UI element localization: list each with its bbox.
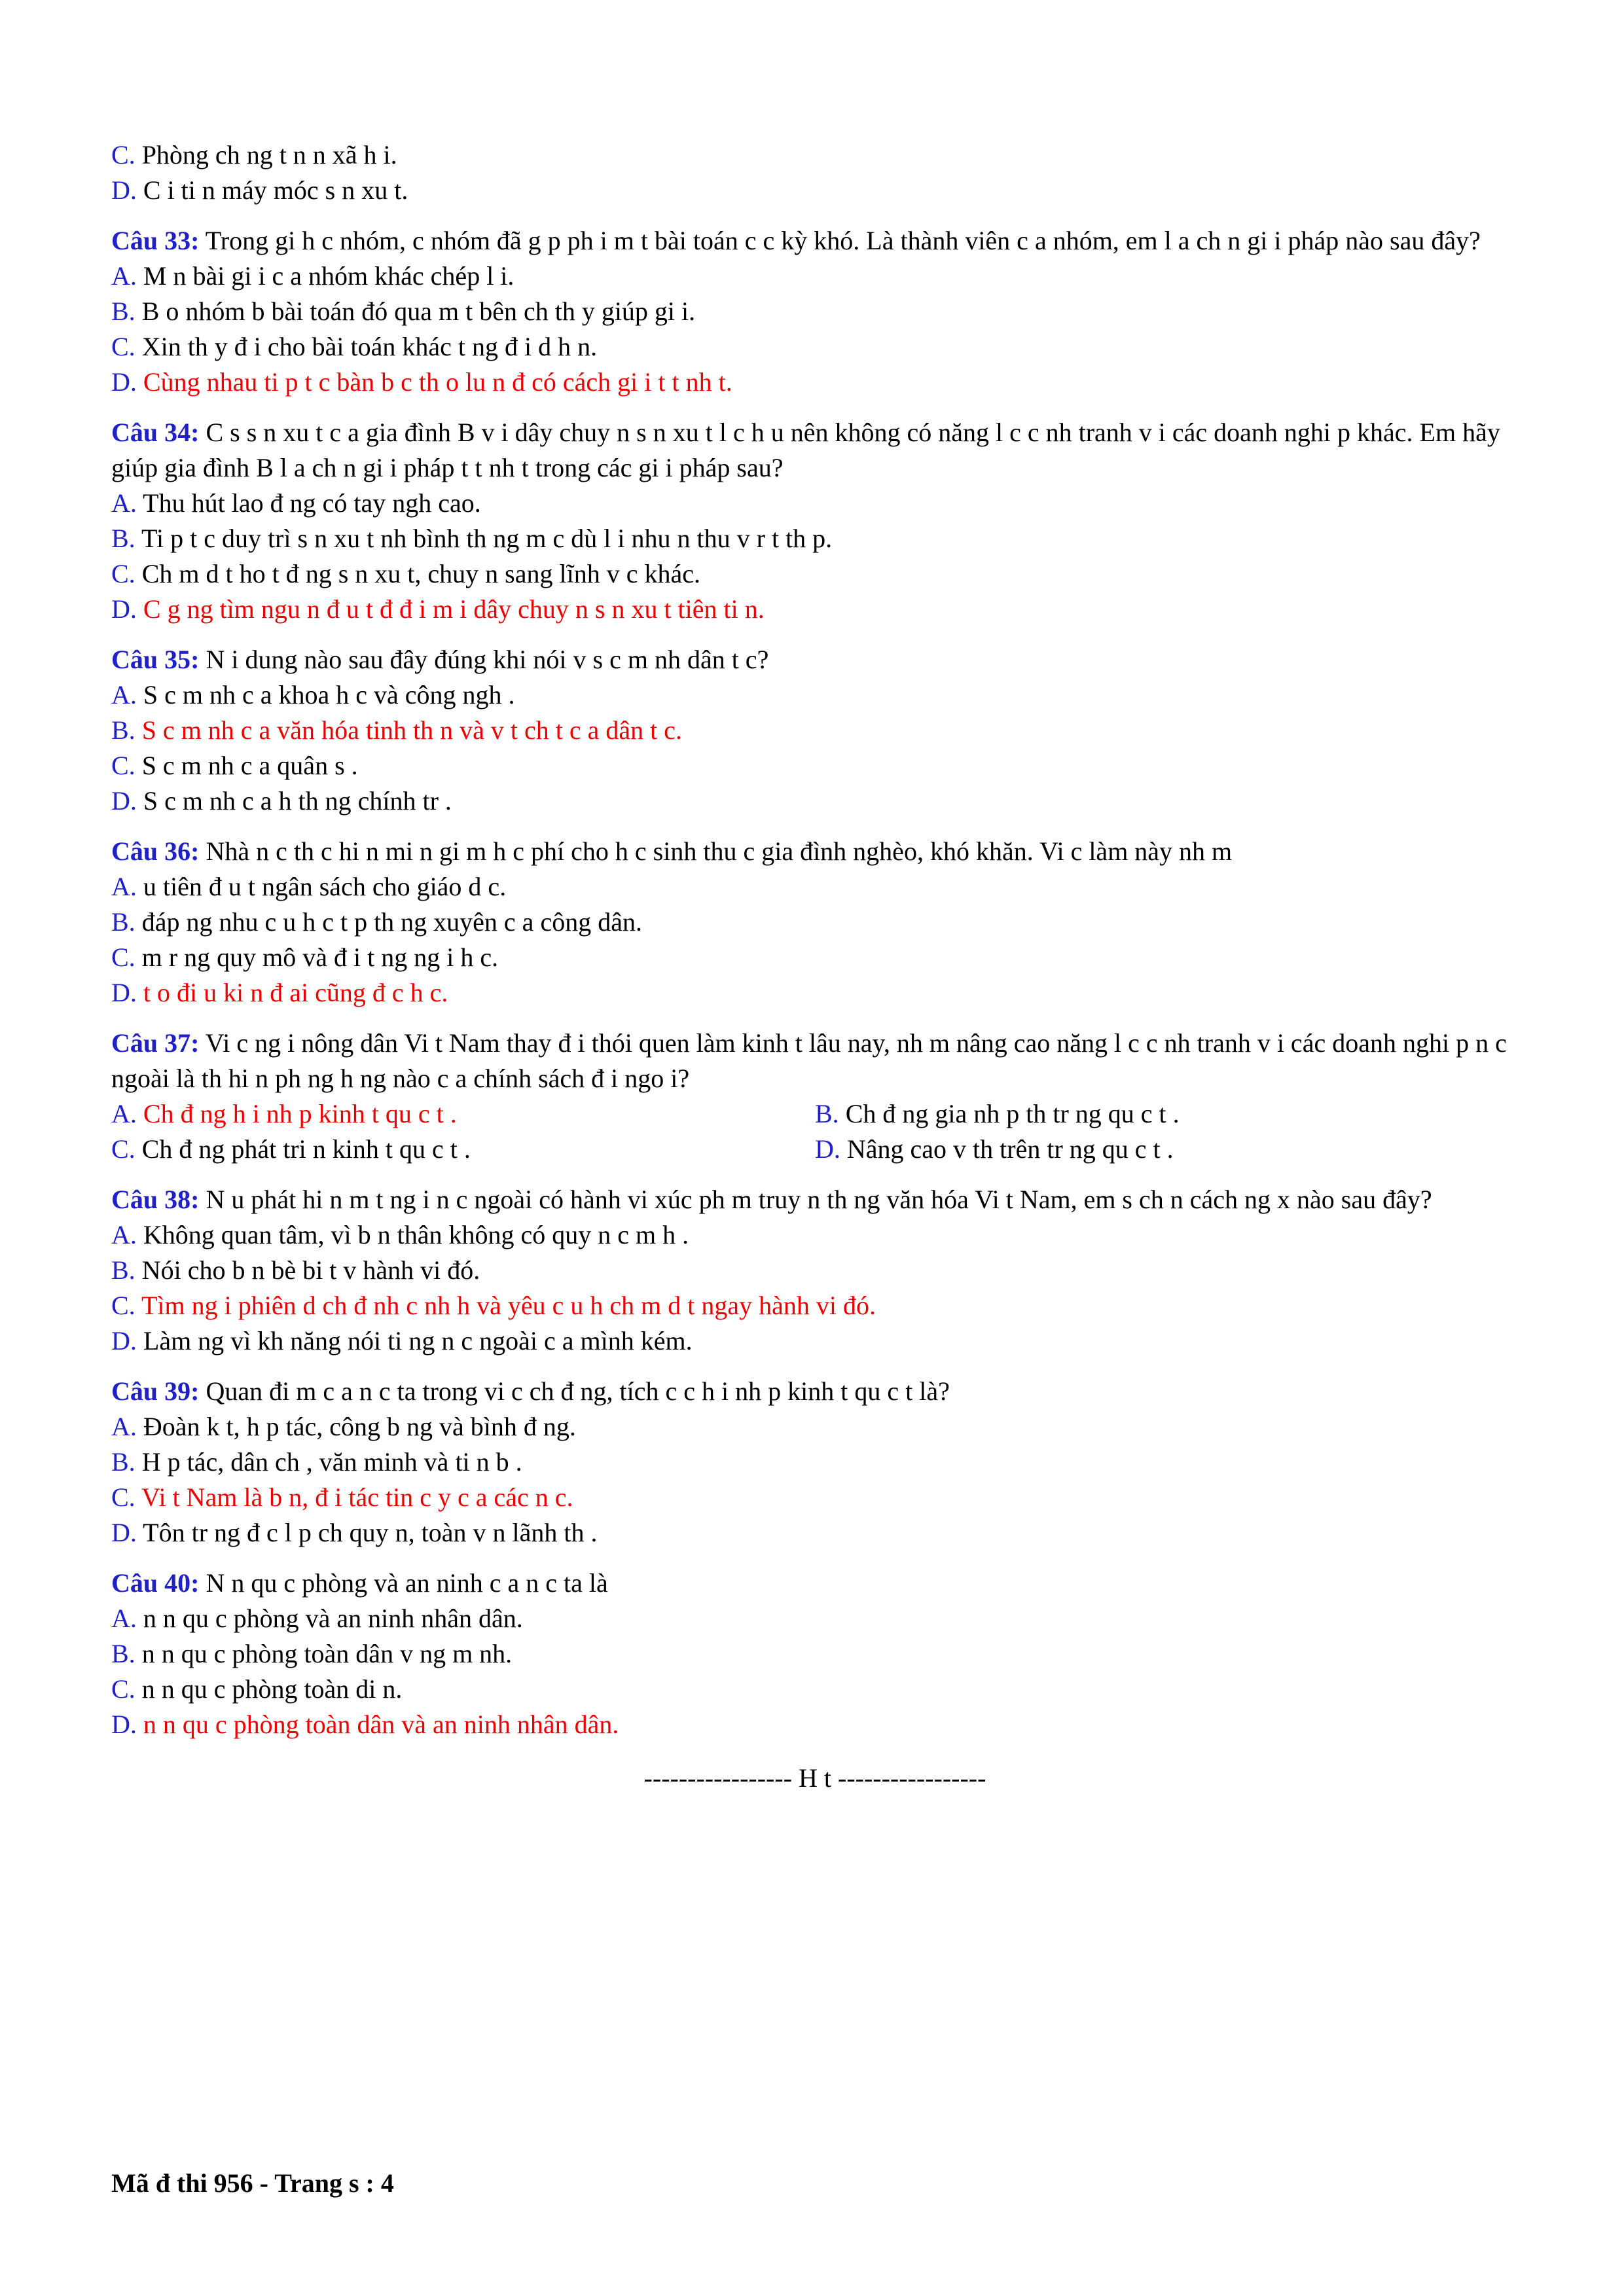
option-text: n n qu c phòng và an ninh nhân dân.	[136, 1604, 523, 1633]
question-text: N n qu c phòng và an ninh c a n c ta là	[199, 1568, 608, 1598]
option-c-correct	[111, 1480, 1519, 1515]
q32-option-d	[111, 173, 1519, 208]
question-stem	[111, 223, 1519, 259]
question-35	[111, 642, 1519, 819]
option-text: Ch đ ng h i nh p kinh t qu c t .	[136, 1099, 457, 1128]
option-a	[111, 1409, 1519, 1444]
option-b	[111, 521, 1519, 556]
question-text: C s s n xu t c a gia đình B v i dây chuy n s n xu t l c h u nên không có năng l c c nh tranh v i các doanh nghi p khác. Em hãy giúp gia đình B l a ch n gi i pháp t t nh t trong các gi i pháp sau?	[111, 418, 1500, 482]
option-d-correct	[111, 1707, 1519, 1742]
question-number: Câu 36:	[111, 836, 200, 866]
option-a	[111, 1601, 1519, 1636]
option-text: Tìm ng i phiên d ch đ nh c nh h và yêu c u h ch m d t ngay hành vi đó.	[135, 1291, 876, 1320]
option-letter: D.	[111, 594, 137, 624]
option-a	[111, 1217, 1519, 1253]
option-text: Phòng ch ng t n n xã h i.	[135, 140, 397, 170]
option-c	[111, 556, 1519, 592]
option-text: Làm ng vì kh năng nói ti ng n c ngoài c a mình kém.	[136, 1326, 693, 1355]
option-c	[111, 1672, 1519, 1707]
question-stem	[111, 1026, 1519, 1096]
question-number: Câu 35:	[111, 645, 200, 674]
option-d	[111, 1515, 1519, 1551]
option-letter: A.	[111, 1220, 137, 1249]
end-marker: ----------------- H t -----------------	[643, 1763, 986, 1793]
exam-page	[111, 137, 1519, 1796]
option-letter: B.	[111, 1639, 135, 1668]
option-text: Thu hút lao đ ng có tay ngh cao.	[136, 488, 481, 518]
option-letter: B.	[111, 1255, 135, 1285]
option-letter: B.	[111, 1447, 135, 1477]
option-a	[111, 677, 1519, 713]
option-d-correct	[111, 365, 1519, 400]
q32-option-c	[111, 137, 1519, 173]
option-a-correct	[111, 1096, 815, 1132]
question-text: Nhà n c th c hi n mi n gi m h c phí cho h c sinh thu c gia đình nghèo, khó khăn. Vi c làm này nh m	[199, 836, 1233, 866]
option-text: t o đi u ki n đ ai cũng đ c h c.	[136, 978, 448, 1007]
question-number: Câu 38:	[111, 1185, 200, 1214]
option-b-correct	[111, 713, 1519, 748]
option-text: n n qu c phòng toàn di n.	[135, 1674, 403, 1704]
option-d	[111, 1323, 1519, 1359]
question-40	[111, 1566, 1519, 1742]
option-letter: A.	[111, 1412, 137, 1441]
option-letter: C.	[111, 1674, 135, 1704]
option-letter: D.	[111, 1518, 137, 1547]
question-text: Vi c ng i nông dân Vi t Nam thay đ i thói quen làm kinh t lâu nay, nh m nâng cao năng l c c nh tranh v i các doanh nghi p n c ngoài là th hi n ph ng h ng nào c a chính sách đ i ngo i?	[111, 1028, 1507, 1093]
option-text: n n qu c phòng toàn dân và an ninh nhân dân.	[136, 1710, 619, 1739]
option-text: C i ti n máy móc s n xu t.	[136, 175, 408, 205]
question-stem	[111, 1182, 1519, 1217]
option-b	[111, 1444, 1519, 1480]
option-letter: D.	[111, 175, 137, 205]
option-letter: B.	[111, 524, 135, 553]
option-text: C g ng tìm ngu n đ u t đ đ i m i dây chuy n s n xu t tiên ti n.	[136, 594, 765, 624]
option-letter: A.	[111, 1604, 137, 1633]
option-text: Vi t Nam là b n, đ i tác tin c y c a các n c.	[135, 1482, 573, 1512]
option-a	[111, 486, 1519, 521]
option-text: Cùng nhau ti p t c bàn b c th o lu n đ có cách gi i t t nh t.	[136, 367, 732, 397]
option-text: Ch đ ng gia nh p th tr ng qu c t .	[839, 1099, 1180, 1128]
option-text: M n bài gi i c a nhóm khác chép l i.	[136, 261, 514, 291]
option-a	[111, 869, 1519, 905]
option-letter: D.	[111, 1710, 137, 1739]
option-d-correct	[111, 975, 1519, 1011]
question-text: Trong gi h c nhóm, c nhóm đã g p ph i m t bài toán c c kỳ khó. Là thành viên c a nhóm, em l a ch n gi i pháp nào sau đây?	[199, 226, 1481, 255]
option-d	[815, 1132, 1519, 1167]
question-number: Câu 39:	[111, 1376, 200, 1406]
question-38	[111, 1182, 1519, 1359]
option-letter: D.	[815, 1134, 840, 1164]
option-text: Ti p t c duy trì s n xu t nh bình th ng m c dù l i nhu n thu v r t th p.	[135, 524, 833, 553]
option-letter: C.	[111, 1134, 135, 1164]
question-number: Câu 33:	[111, 226, 200, 255]
option-letter: A.	[111, 261, 137, 291]
option-row	[111, 1096, 1519, 1132]
option-letter: C.	[111, 559, 135, 588]
option-text: n n qu c phòng toàn dân v ng m nh.	[135, 1639, 513, 1668]
option-letter: C.	[111, 332, 135, 361]
option-letter: D.	[111, 786, 137, 816]
option-letter: A.	[111, 872, 137, 901]
question-number: Câu 37:	[111, 1028, 200, 1058]
question-stem	[111, 642, 1519, 677]
option-b	[111, 1636, 1519, 1672]
option-text: u tiên đ u t ngân sách cho giáo d c.	[136, 872, 507, 901]
option-letter: A.	[111, 488, 137, 518]
option-text: Không quan tâm, vì b n thân không có quy n c m h .	[136, 1220, 689, 1249]
option-letter: D.	[111, 978, 137, 1007]
option-text: Nâng cao v th trên tr ng qu c t .	[840, 1134, 1174, 1164]
option-text: đáp ng nhu c u h c t p th ng xuyên c a công dân.	[135, 907, 642, 937]
question-number: Câu 34:	[111, 418, 200, 447]
question-text: Quan đi m c a n c ta trong vi c ch đ ng, tích c c h i nh p kinh t qu c t là?	[199, 1376, 950, 1406]
option-text: S c m nh c a văn hóa tinh th n và v t ch t c a dân t c.	[135, 715, 683, 745]
option-text: m r ng quy mô và đ i t ng ng i h c.	[135, 942, 499, 972]
option-a	[111, 259, 1519, 294]
option-text: Ch m d t ho t đ ng s n xu t, chuy n sang lĩnh v c khác.	[135, 559, 700, 588]
option-letter: C.	[111, 1482, 135, 1512]
option-b	[111, 1253, 1519, 1288]
option-letter: C.	[111, 942, 135, 972]
option-d	[111, 783, 1519, 819]
option-letter: D.	[111, 1326, 137, 1355]
option-b	[111, 905, 1519, 940]
option-b	[815, 1096, 1519, 1132]
option-text: Ch đ ng phát tri n kinh t qu c t .	[135, 1134, 471, 1164]
option-letter: C.	[111, 751, 135, 780]
question-stem	[111, 1374, 1519, 1409]
option-letter: B.	[111, 907, 135, 937]
question-37	[111, 1026, 1519, 1167]
question-36	[111, 834, 1519, 1011]
question-number: Câu 40:	[111, 1568, 200, 1598]
option-letter: B.	[111, 296, 135, 326]
option-text: Xin th y đ i cho bài toán khác t ng đ i d h n.	[135, 332, 598, 361]
page-footer: Mã đ thi 956 - Trang s : 4	[111, 2168, 394, 2198]
option-d-correct	[111, 592, 1519, 627]
question-34	[111, 415, 1519, 627]
option-text: Nói cho b n bè bi t v hành vi đó.	[135, 1255, 480, 1285]
option-letter: B.	[815, 1099, 839, 1128]
question-text: N u phát hi n m t ng i n c ngoài có hành vi xúc ph m truy n th ng văn hóa Vi t Nam, em s ch n cách ng x nào sau đây?	[199, 1185, 1432, 1214]
option-text: B o nhóm b bài toán đó qua m t bên ch th y giúp gi i.	[135, 296, 696, 326]
option-letter: B.	[111, 715, 135, 745]
question-33	[111, 223, 1519, 400]
option-c	[111, 748, 1519, 783]
option-text: Tôn tr ng đ c l p ch quy n, toàn v n lãnh th .	[136, 1518, 598, 1547]
option-text: Đoàn k t, h p tác, công b ng và bình đ ng.	[136, 1412, 576, 1441]
question-stem	[111, 415, 1519, 486]
question-39	[111, 1374, 1519, 1551]
option-letter: A.	[111, 1099, 137, 1128]
option-letter: D.	[111, 367, 137, 397]
question-stem	[111, 834, 1519, 869]
question-stem	[111, 1566, 1519, 1601]
option-text: S c m nh c a khoa h c và công ngh .	[136, 680, 515, 709]
question-text: N i dung nào sau đây đúng khi nói v s c m nh dân t c?	[199, 645, 769, 674]
option-text: H p tác, dân ch , văn minh và ti n b .	[135, 1447, 522, 1477]
option-row	[111, 1132, 1519, 1167]
option-b	[111, 294, 1519, 329]
option-c	[111, 1132, 815, 1167]
option-letter: A.	[111, 680, 137, 709]
option-c	[111, 940, 1519, 975]
option-letter: C.	[111, 1291, 135, 1320]
option-text: S c m nh c a quân s .	[135, 751, 358, 780]
option-letter: C.	[111, 140, 135, 170]
option-text: S c m nh c a h th ng chính tr .	[136, 786, 452, 816]
option-c-correct	[111, 1288, 1519, 1323]
option-c	[111, 329, 1519, 365]
